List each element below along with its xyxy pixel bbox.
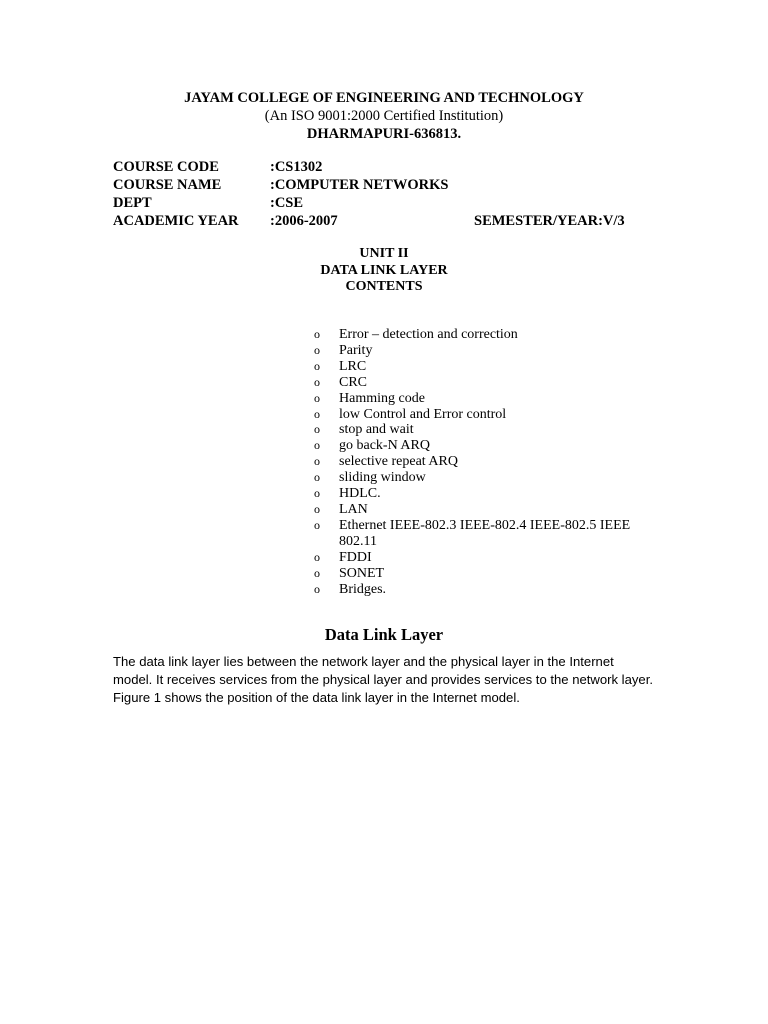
- hollow-bullet-icon: o: [314, 501, 320, 516]
- academic-year-value: :2006-2007: [270, 213, 338, 229]
- contents-item-text: Parity: [339, 342, 373, 358]
- unit-title: DATA LINK LAYER: [320, 262, 448, 278]
- course-code-value: :CS1302: [270, 159, 323, 175]
- contents-item-text: stop and wait: [339, 422, 414, 438]
- dept-row: [113, 194, 673, 212]
- contents-item-text: sliding window: [339, 470, 426, 486]
- contents-item-text: LRC: [339, 358, 367, 374]
- contents-item-text: Bridges.: [339, 581, 387, 597]
- certification-line: (An ISO 9001:2000 Certified Institution): [264, 108, 504, 124]
- hollow-bullet-icon: o: [314, 470, 320, 485]
- contents-item-text: Error – detection and correction: [339, 327, 518, 342]
- contents-item-text: go back-N ARQ: [339, 438, 430, 454]
- hollow-bullet-icon: o: [314, 422, 320, 437]
- course-name-value: :COMPUTER NETWORKS: [270, 177, 449, 193]
- contents-item-text: Hamming code: [339, 390, 425, 406]
- academic-year-label: ACADEMIC YEAR: [113, 213, 239, 229]
- contents-list-item: [314, 391, 634, 407]
- unit-number: UNIT II: [359, 246, 409, 261]
- document-header: [0, 89, 768, 143]
- college-name: JAYAM COLLEGE OF ENGINEERING AND TECHNOLOGY: [184, 90, 584, 106]
- course-code-row: [113, 158, 673, 176]
- contents-list-item: [314, 486, 634, 502]
- hollow-bullet-icon: o: [314, 327, 320, 341]
- contents-list: [314, 327, 634, 597]
- hollow-bullet-icon: o: [314, 454, 320, 469]
- hollow-bullet-icon: o: [314, 406, 320, 421]
- hollow-bullet-icon: o: [314, 358, 320, 373]
- contents-list-item: [314, 343, 634, 359]
- hollow-bullet-icon: o: [314, 390, 320, 405]
- hollow-bullet-icon: o: [314, 438, 320, 453]
- contents-item-text: selective repeat ARQ: [339, 454, 458, 470]
- course-name-label: COURSE NAME: [113, 177, 222, 193]
- hollow-bullet-icon: o: [314, 565, 320, 580]
- hollow-bullet-icon: o: [314, 517, 320, 532]
- contents-list-item: [314, 582, 634, 598]
- dept-label: DEPT: [113, 195, 152, 211]
- location-line: DHARMAPURI-636813.: [306, 126, 462, 142]
- contents-item-text: low Control and Error control: [339, 406, 507, 422]
- contents-list-item: [314, 566, 634, 582]
- hollow-bullet-icon: o: [314, 374, 320, 389]
- contents-item-text: CRC: [339, 374, 368, 390]
- course-name-row: [113, 176, 673, 194]
- contents-item-text: HDLC.: [339, 486, 381, 502]
- contents-list-item: [314, 375, 634, 391]
- hollow-bullet-icon: o: [314, 486, 320, 501]
- contents-list-item: [314, 359, 634, 375]
- contents-list-item: [314, 502, 634, 518]
- contents-item-text: FDDI: [339, 549, 372, 565]
- contents-list-item: [314, 422, 634, 438]
- section-paragraph: The data link layer lies between the network layer and the physical layer in the Internet model. It receives services from the physical layer and provides services to the network layer. Figure 1 shows the position of the data link layer in the Internet model.: [113, 654, 653, 705]
- unit-heading: [0, 246, 768, 296]
- course-info-block: [113, 158, 673, 230]
- contents-item-text: LAN: [339, 501, 368, 517]
- contents-item-text: SONET: [339, 565, 385, 581]
- hollow-bullet-icon: o: [314, 549, 320, 564]
- dept-value: :CSE: [270, 195, 304, 211]
- contents-list-item: [314, 327, 634, 343]
- contents-item-text: Ethernet IEEE-802.3 IEEE-802.4 IEEE-802.5 IEEE 802.11: [339, 517, 631, 549]
- academic-year-row: [113, 212, 673, 230]
- course-code-label: COURSE CODE: [113, 159, 219, 175]
- hollow-bullet-icon: o: [314, 581, 320, 596]
- contents-list-item: [314, 438, 634, 454]
- section-title: Data Link Layer: [324, 625, 444, 644]
- semester-year-value: SEMESTER/YEAR:V/3: [474, 213, 625, 229]
- contents-list-item: [314, 470, 634, 486]
- contents-heading: CONTENTS: [345, 279, 423, 294]
- contents-list-item: [314, 407, 634, 423]
- contents-list-item: [314, 454, 634, 470]
- contents-list-item: [314, 550, 634, 566]
- hollow-bullet-icon: o: [314, 342, 320, 357]
- contents-list-item: [314, 518, 634, 550]
